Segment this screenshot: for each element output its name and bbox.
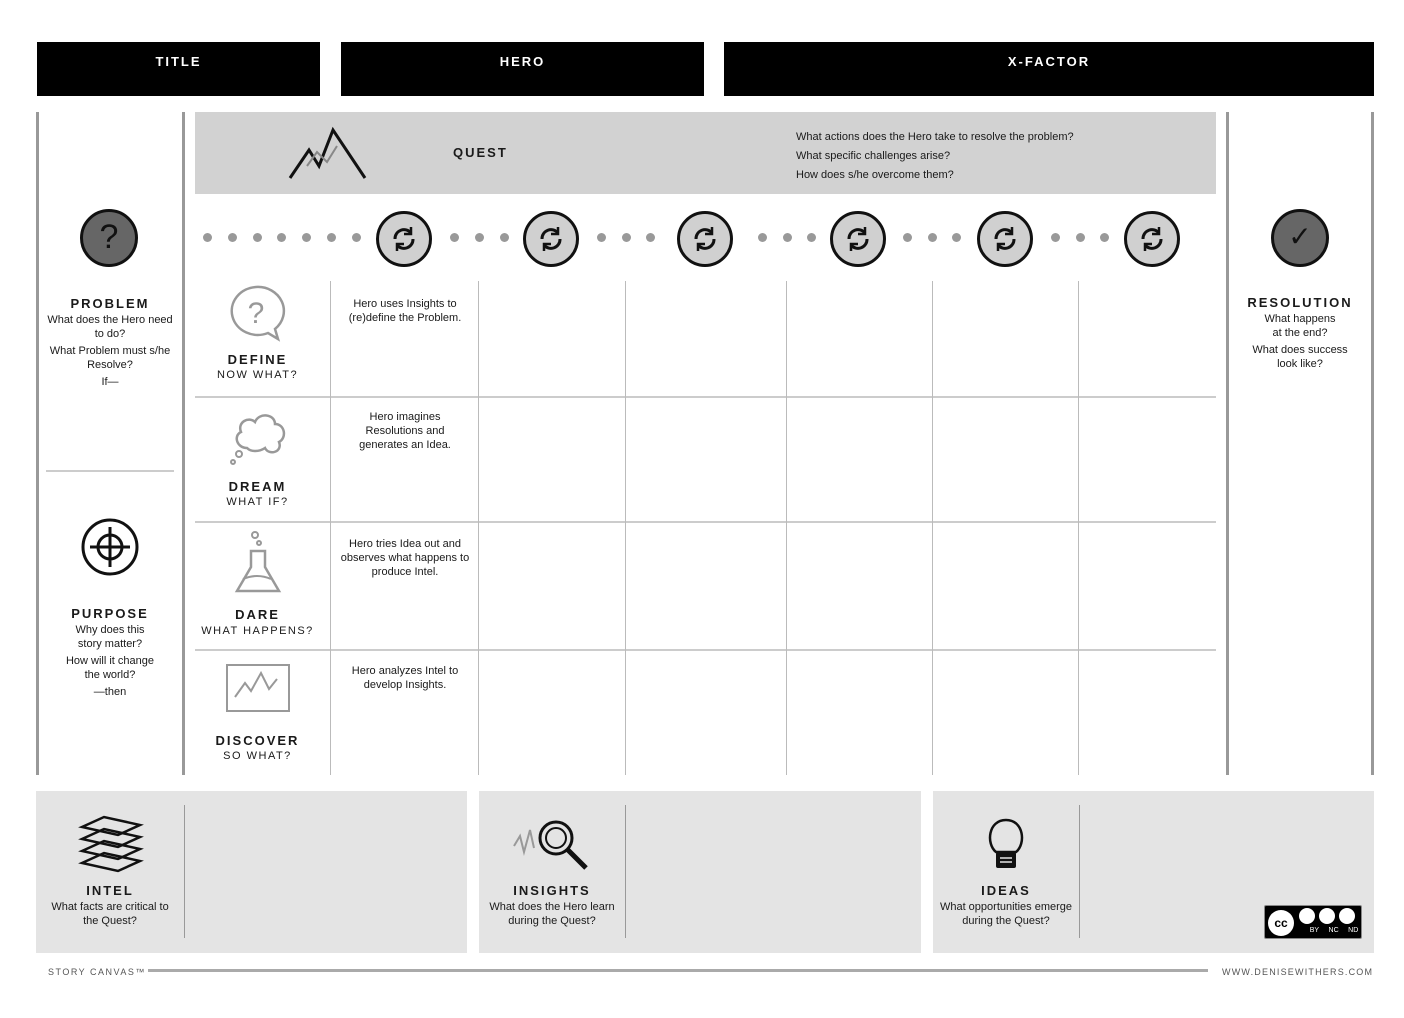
purpose-question: —then [93,686,127,698]
lightbulb-icon [984,816,1028,872]
grid-column-line [478,281,479,775]
resolution-question: What happens at the end? [1264,313,1336,339]
divider [36,112,39,775]
dream-sub: WHAT IF? [226,496,289,508]
timeline-dot [450,233,459,242]
discover-description: Hero analyzes Intel to develop Insights. [351,665,459,691]
insights-question: What does the Hero learn during the Quest? [489,901,615,927]
layers-icon [78,815,144,873]
footer-website[interactable]: WWW.DENISEWITHERS.COM [1222,967,1374,977]
grid-column-line [330,281,331,775]
license-term: NC [1328,927,1339,934]
timeline-dot [622,233,631,242]
magnifier-icon [512,818,592,872]
divider [182,112,185,775]
thought-cloud-icon [227,408,289,466]
cycle-icon [830,211,886,267]
target-icon [80,517,140,577]
xfactor-header: X-FACTOR [724,42,1374,96]
footer-brand: STORY CANVAS™ [48,967,146,977]
timeline-dot [500,233,509,242]
timeline-dot [783,233,792,242]
grid-row-line [195,396,1216,398]
cc-icon: cc [1268,910,1294,936]
timeline-dot [646,233,655,242]
cycle-icon [376,211,432,267]
define-description: Hero uses Insights to (re)define the Problem. [348,298,462,324]
insights-panel [479,791,921,953]
insights-label: INSIGHTS [513,883,591,898]
timeline-dot [903,233,912,242]
timeline-dot [928,233,937,242]
define-sub: NOW WHAT? [216,369,299,381]
grid-column-line [932,281,933,775]
grid-column-line [1078,281,1079,775]
divider [625,805,626,938]
footer-rule [148,969,1208,972]
hero-header: HERO [341,42,704,96]
divider [1371,112,1374,775]
quest-question: How does s/he overcome them? [796,169,954,181]
timeline-dot [1051,233,1060,242]
line-chart-icon [223,661,293,717]
title-header: TITLE [37,42,320,96]
quest-question: What actions does the Hero take to resolve the problem? [796,131,1074,143]
timeline-dot [327,233,336,242]
attribution-icon [1299,908,1315,924]
timeline-dot [302,233,311,242]
cycle-icon [1124,211,1180,267]
purpose-question: How will it change the world? [65,655,155,681]
problem-question: If— [101,376,119,388]
timeline-dot [277,233,286,242]
grid-row-line [195,649,1216,651]
divider [1079,805,1080,938]
intel-label: INTEL [86,883,134,898]
timeline-dot [1100,233,1109,242]
flask-icon [233,529,283,599]
dare-sub: WHAT HAPPENS? [201,625,314,637]
resolution-question: What does success look like? [1252,344,1348,370]
timeline-dot [352,233,361,242]
quest-label: QUEST [453,145,508,160]
license-term: ND [1348,927,1359,934]
dream-label: DREAM [228,479,287,494]
checkmark-icon: ✓ [1271,209,1329,267]
divider [46,470,174,472]
svg-text:?: ? [247,297,265,330]
grid-row-line [195,521,1216,523]
dare-description: Hero tries Idea out and observes what happens to produce Intel. [340,538,470,578]
timeline-dot [475,233,484,242]
divider [1226,112,1229,775]
timeline-dot [228,233,237,242]
timeline-dot [952,233,961,242]
cycle-icon [977,211,1033,267]
purpose-label: PURPOSE [71,606,149,621]
resolution-label: RESOLUTION [1247,295,1353,310]
problem-question: What does the Hero need to do? [47,314,173,340]
mountains-icon [287,126,369,182]
noncommercial-icon [1319,908,1335,924]
quest-question: What specific challenges arise? [796,150,951,162]
divider [184,805,185,938]
purpose-question: Why does this story matter? [75,624,145,650]
ideas-question: What opportunities emerge during the Quest? [939,901,1073,927]
dare-label: DARE [235,607,280,622]
problem-question: What Problem must s/he Resolve? [49,345,171,371]
timeline-dot [758,233,767,242]
timeline-dot [1076,233,1085,242]
speech-question-icon [226,283,286,343]
grid-column-line [786,281,787,775]
timeline-dot [253,233,262,242]
noderivs-icon [1339,908,1355,924]
define-label: DEFINE [227,352,288,367]
cycle-icon [677,211,733,267]
license-term: BY [1309,927,1320,934]
question-mark-icon: ? [80,209,138,267]
timeline-dot [203,233,212,242]
dream-description: Hero imagines Resolutions and generates an Idea. [359,411,451,451]
grid-column-line [625,281,626,775]
discover-label: DISCOVER [215,733,300,748]
discover-sub: SO WHAT? [223,750,292,762]
problem-label: PROBLEM [70,296,150,311]
license-badge [1264,905,1362,939]
intel-question: What facts are critical to the Quest? [51,901,169,927]
cycle-icon [523,211,579,267]
quest-banner [195,112,1216,194]
timeline-dot [807,233,816,242]
ideas-label: IDEAS [981,883,1031,898]
timeline-dot [597,233,606,242]
